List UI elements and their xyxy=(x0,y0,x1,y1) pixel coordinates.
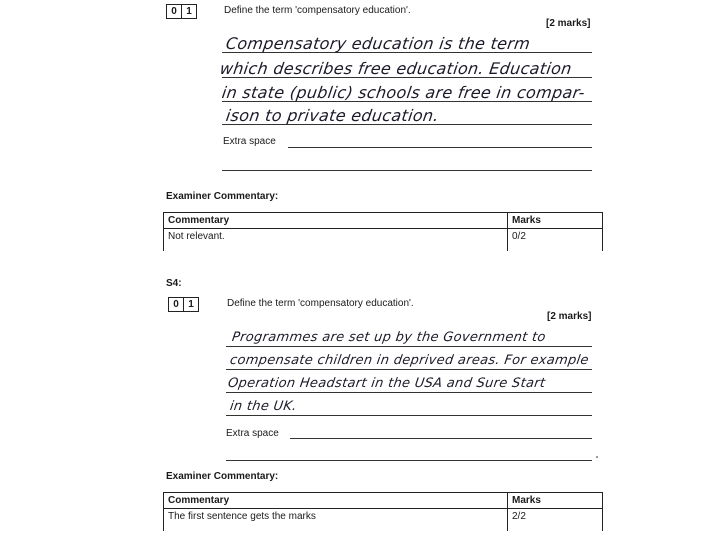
handwritten-answer-line: ison to private education. xyxy=(224,106,441,125)
question-number-box xyxy=(166,4,196,19)
handwritten-answer-line: compensate children in deprived areas. For example xyxy=(228,353,590,368)
answer-line xyxy=(226,346,592,347)
question-number-digit: 1 xyxy=(183,297,199,312)
answer-line xyxy=(226,415,592,416)
scan-speck xyxy=(596,456,598,458)
question-number-digit: 0 xyxy=(168,297,184,312)
answer-line xyxy=(290,438,592,439)
handwritten-answer-line: in the UK. xyxy=(228,399,298,414)
commentary-table xyxy=(163,212,603,251)
commentary-header: Commentary xyxy=(164,213,508,229)
question-text: Define the term 'compensatory education'. xyxy=(224,5,411,16)
marks-cell: 0/2 xyxy=(508,229,603,252)
handwritten-answer-line: which describes free education. Education xyxy=(218,59,574,78)
handwritten-answer-line: in state (public) schools are free in compar- xyxy=(220,83,587,102)
commentary-cell: The first sentence gets the marks xyxy=(164,509,508,532)
extra-space-label: Extra space xyxy=(223,136,276,147)
handwritten-answer-line: Operation Headstart in the USA and Sure Start xyxy=(226,376,547,391)
marks-cell: 2/2 xyxy=(508,509,603,532)
question-number-digit: 1 xyxy=(181,4,197,19)
marks-label: [2 marks] xyxy=(547,311,592,322)
commentary-header: Commentary xyxy=(164,493,508,509)
answer-line xyxy=(288,147,592,148)
answer-line xyxy=(226,460,592,461)
marks-header: Marks xyxy=(508,493,603,509)
answer-line xyxy=(226,369,592,370)
question-number-box xyxy=(168,297,198,312)
marks-label: [2 marks] xyxy=(546,18,591,29)
answer-line xyxy=(222,170,592,171)
examiner-commentary-heading: Examiner Commentary: xyxy=(166,191,279,202)
student-label: S4: xyxy=(166,278,182,289)
question-text: Define the term 'compensatory education'. xyxy=(227,298,414,309)
handwritten-answer-line: Compensatory education is the term xyxy=(224,34,532,53)
question-number-digit: 0 xyxy=(166,4,182,19)
examiner-commentary-heading: Examiner Commentary: xyxy=(166,471,279,482)
commentary-cell: Not relevant. xyxy=(164,229,508,252)
answer-line xyxy=(226,392,592,393)
extra-space-label: Extra space xyxy=(226,428,279,439)
commentary-table xyxy=(163,492,603,531)
marks-header: Marks xyxy=(508,213,603,229)
handwritten-answer-line: Programmes are set up by the Government to xyxy=(230,330,547,345)
